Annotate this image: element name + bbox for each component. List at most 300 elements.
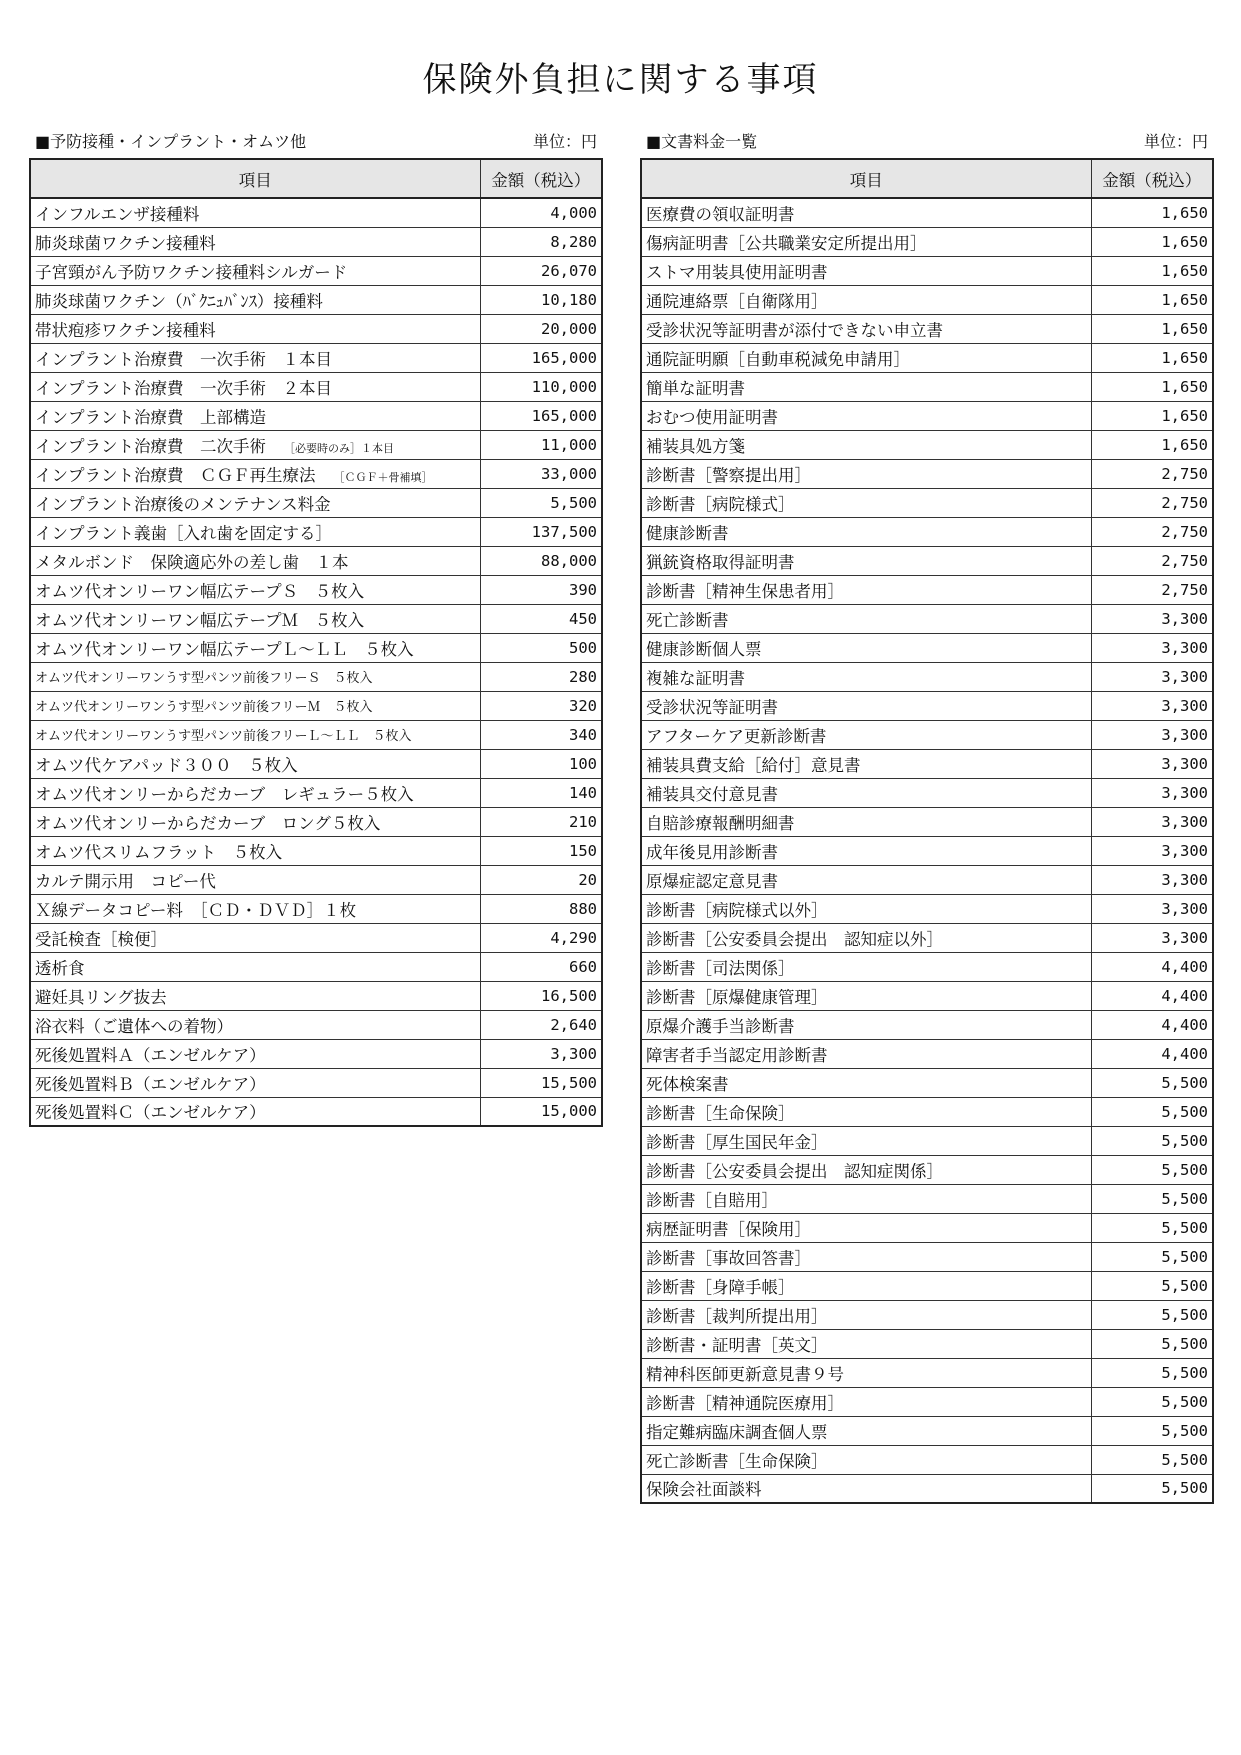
table-row (641, 1213, 1213, 1242)
item-cell (641, 198, 1091, 227)
item-cell (30, 952, 480, 981)
section-heading: ■予防接種・インプラント・オムツ他 (35, 132, 307, 151)
item-label: オムツ代オンリーワンうす型パンツ前後フリーＭ ５枚入 (35, 700, 373, 715)
price-cell: 2,750 (1091, 517, 1213, 546)
item-label: オムツ代オンリーからだカーブ レギュラー５枚入 (35, 784, 414, 804)
page-title: 保険外負担に関する事項 (422, 60, 819, 100)
price-cell: 660 (480, 952, 602, 981)
section-heading: ■文書料金一覧 (646, 132, 758, 151)
item-cell (641, 1068, 1091, 1097)
table-row (641, 865, 1213, 894)
table-row (641, 1300, 1213, 1329)
table-header-row (641, 159, 1213, 198)
table-row (30, 778, 602, 807)
price-cell: 4,400 (1091, 981, 1213, 1010)
item-label: 通院証明願［自動車税減免申請用］ (646, 349, 910, 369)
item-cell (30, 1068, 480, 1097)
item-label: 診断書［精神生保患者用］ (646, 581, 844, 601)
item-label: 傷病証明書［公共職業安定所提出用］ (646, 233, 927, 253)
price-cell: 1,650 (1091, 198, 1213, 227)
price-cell: 26,070 (480, 256, 602, 285)
table-row (641, 923, 1213, 952)
item-cell (30, 198, 480, 227)
item-cell (641, 923, 1091, 952)
item-cell (30, 1039, 480, 1068)
price-cell: 11,000 (480, 430, 602, 459)
price-cell: 2,750 (1091, 546, 1213, 575)
item-cell (30, 1010, 480, 1039)
table-row (30, 604, 602, 633)
item-cell (641, 604, 1091, 633)
item-label: 死亡診断書［生命保険］ (646, 1451, 828, 1471)
item-label: 原爆介護手当診断書 (646, 1016, 795, 1036)
price-table (640, 158, 1214, 1504)
item-cell (30, 401, 480, 430)
table-row (641, 488, 1213, 517)
price-cell: 390 (480, 575, 602, 604)
item-cell (30, 372, 480, 401)
price-cell: 210 (480, 807, 602, 836)
item-cell (641, 1039, 1091, 1068)
table-row (641, 894, 1213, 923)
item-cell (641, 778, 1091, 807)
price-cell: 2,750 (1091, 575, 1213, 604)
price-cell: 280 (480, 662, 602, 691)
table-row (30, 285, 602, 314)
price-cell: 137,500 (480, 517, 602, 546)
price-table (29, 158, 603, 1127)
table-row (641, 1474, 1213, 1503)
price-cell: 5,500 (1091, 1271, 1213, 1300)
item-label: 診断書［身障手帳］ (646, 1277, 795, 1297)
item-cell (30, 749, 480, 778)
price-cell: 5,500 (1091, 1126, 1213, 1155)
unit-label: 単位：円 (1143, 132, 1208, 151)
item-label: 浴衣料（ご遺体への着物） (35, 1016, 233, 1036)
table-row (30, 749, 602, 778)
column-header-price: 金額（税込） (1091, 159, 1213, 198)
vaccination-implant-diaper-section (29, 130, 603, 1127)
item-label: 病歴証明書［保険用］ (646, 1219, 811, 1239)
table-row (641, 1329, 1213, 1358)
item-note: ［ＣＧＦ＋骨補填］ (333, 470, 433, 484)
item-label: オムツ代オンリーワンうす型パンツ前後フリーＬ～ＬＬ ５枚入 (35, 729, 412, 744)
item-label: 診断書［病院様式］ (646, 494, 795, 514)
column-header-price: 金額（税込） (480, 159, 602, 198)
price-cell: 5,500 (1091, 1242, 1213, 1271)
unit-label: 単位：円 (532, 132, 597, 151)
item-cell (641, 807, 1091, 836)
table-row (641, 1068, 1213, 1097)
item-cell (641, 1242, 1091, 1271)
item-cell (641, 256, 1091, 285)
item-cell (641, 546, 1091, 575)
item-cell (641, 1416, 1091, 1445)
item-label: 診断書［原爆健康管理］ (646, 987, 828, 1007)
table-row (641, 256, 1213, 285)
item-label: 指定難病臨床調査個人票 (646, 1422, 828, 1442)
price-cell: 165,000 (480, 343, 602, 372)
price-cell: 3,300 (1091, 691, 1213, 720)
table-row (641, 401, 1213, 430)
item-label: 受診状況等証明書 (646, 697, 778, 717)
price-cell: 1,650 (1091, 256, 1213, 285)
table-row (641, 604, 1213, 633)
item-label: 健康診断書 (646, 523, 729, 543)
item-cell (30, 836, 480, 865)
price-cell: 4,400 (1091, 1010, 1213, 1039)
price-cell: 2,750 (1091, 459, 1213, 488)
price-cell: 5,500 (1091, 1416, 1213, 1445)
table-row (30, 546, 602, 575)
table-row (641, 1242, 1213, 1271)
table-row (641, 778, 1213, 807)
item-label: 診断書［精神通院医療用］ (646, 1393, 844, 1413)
table-row (641, 1010, 1213, 1039)
item-label: オムツ代ケアパッド３００ ５枚入 (35, 755, 298, 775)
price-cell: 4,400 (1091, 952, 1213, 981)
item-label: 子宮頸がん予防ワクチン接種料シルガード (35, 262, 348, 282)
price-cell: 5,500 (1091, 1068, 1213, 1097)
item-label: 診断書［自賠用］ (646, 1190, 778, 1210)
column-header-item: 項目 (30, 159, 480, 198)
item-cell (641, 1358, 1091, 1387)
item-cell (30, 459, 480, 488)
item-cell (30, 1097, 480, 1126)
item-cell (30, 807, 480, 836)
item-label: 診断書［司法関係］ (646, 958, 795, 978)
price-cell: 15,500 (480, 1068, 602, 1097)
item-label: 健康診断個人票 (646, 639, 762, 659)
item-label: 診断書［公安委員会提出 認知症以外］ (646, 929, 943, 949)
item-cell (30, 285, 480, 314)
item-cell (641, 981, 1091, 1010)
table-row (30, 575, 602, 604)
item-cell (641, 401, 1091, 430)
price-cell: 3,300 (1091, 662, 1213, 691)
item-label: 診断書［生命保険］ (646, 1103, 795, 1123)
table-row (30, 1068, 602, 1097)
table-row (641, 517, 1213, 546)
item-label: 診断書［公安委員会提出 認知症関係］ (646, 1161, 943, 1181)
item-cell (641, 343, 1091, 372)
price-cell: 3,300 (1091, 836, 1213, 865)
price-cell: 5,500 (1091, 1387, 1213, 1416)
item-cell (641, 1474, 1091, 1503)
price-cell: 5,500 (1091, 1445, 1213, 1474)
item-cell (641, 227, 1091, 256)
price-cell: 3,300 (1091, 807, 1213, 836)
item-note: ［必要時のみ］１本目 (284, 441, 394, 455)
item-cell (30, 981, 480, 1010)
price-cell: 5,500 (1091, 1358, 1213, 1387)
item-label: インプラント治療費 一次手術 ２本目 (35, 378, 332, 398)
item-cell (641, 1155, 1091, 1184)
table-row (641, 285, 1213, 314)
column-header-item: 項目 (641, 159, 1091, 198)
item-cell (30, 778, 480, 807)
table-row (641, 575, 1213, 604)
item-label: インプラント治療後のメンテナンス料金 (35, 494, 331, 514)
item-label: アフターケア更新診断書 (646, 726, 827, 746)
item-label: 障害者手当認定用診断書 (646, 1045, 828, 1065)
item-cell (641, 952, 1091, 981)
price-cell: 3,300 (1091, 749, 1213, 778)
table-row (641, 981, 1213, 1010)
table-row (30, 981, 602, 1010)
item-label: インプラント治療費 上部構造 (35, 407, 266, 427)
item-cell (641, 1010, 1091, 1039)
table-row (641, 749, 1213, 778)
price-cell: 15,000 (480, 1097, 602, 1126)
item-label: 補装具処方箋 (646, 436, 745, 456)
price-cell: 5,500 (1091, 1474, 1213, 1503)
item-cell (641, 372, 1091, 401)
item-label: オムツ代オンリーワン幅広テープＬ～ＬＬ ５枚入 (35, 639, 414, 659)
price-cell: 100 (480, 749, 602, 778)
price-cell: 20 (480, 865, 602, 894)
item-cell (30, 923, 480, 952)
item-label: 診断書［病院様式以外］ (646, 900, 828, 920)
item-cell (30, 546, 480, 575)
item-label: 肺炎球菌ワクチン（ﾊﾞｸﾆｭﾊﾞﾝｽ）接種料 (35, 291, 323, 311)
table-row (30, 198, 602, 227)
price-cell: 140 (480, 778, 602, 807)
item-label: ストマ用装具使用証明書 (646, 262, 828, 282)
table-row (30, 952, 602, 981)
table-row (30, 1039, 602, 1068)
price-cell: 150 (480, 836, 602, 865)
item-label: インプラント治療費 一次手術 １本目 (35, 349, 332, 369)
price-cell: 880 (480, 894, 602, 923)
item-cell (641, 691, 1091, 720)
table-row (30, 256, 602, 285)
item-label: 死後処置料Ｃ（エンゼルケア） (35, 1103, 266, 1123)
item-label: 診断書［警察提出用］ (646, 465, 811, 485)
item-cell (641, 720, 1091, 749)
item-cell (641, 894, 1091, 923)
item-label: Ｘ線データコピー料 ［ＣＤ・ＤＶＤ］１枚 (35, 900, 357, 920)
price-cell: 165,000 (480, 401, 602, 430)
item-cell (30, 343, 480, 372)
item-cell (30, 604, 480, 633)
item-label: 診断書・証明書［英文］ (646, 1335, 828, 1355)
price-cell: 8,280 (480, 227, 602, 256)
table-row (30, 633, 602, 662)
table-row (30, 372, 602, 401)
price-cell: 1,650 (1091, 285, 1213, 314)
item-label: 猟銃資格取得証明書 (646, 552, 795, 572)
price-cell: 5,500 (480, 488, 602, 517)
item-label: カルテ開示用 コピー代 (35, 871, 216, 891)
item-label: おむつ使用証明書 (646, 407, 778, 427)
item-label: 避妊具リング抜去 (35, 987, 167, 1007)
item-label: 自賠診療報酬明細書 (646, 813, 795, 833)
price-cell: 1,650 (1091, 314, 1213, 343)
item-cell (641, 633, 1091, 662)
item-cell (30, 894, 480, 923)
document-fee-section (640, 130, 1214, 1504)
item-cell (30, 691, 480, 720)
price-cell: 3,300 (1091, 604, 1213, 633)
item-label: メタルボンド 保険適応外の差し歯 １本 (35, 552, 349, 572)
price-cell: 10,180 (480, 285, 602, 314)
item-label: インプラント治療費 二次手術 (35, 436, 266, 456)
item-cell (641, 488, 1091, 517)
price-cell: 3,300 (1091, 923, 1213, 952)
item-label: オムツ代スリムフラット ５枚入 (35, 842, 283, 862)
table-row (641, 807, 1213, 836)
item-label: 通院連絡票［自衛隊用］ (646, 291, 828, 311)
table-row (30, 1097, 602, 1126)
item-cell (641, 1097, 1091, 1126)
price-cell: 1,650 (1091, 343, 1213, 372)
item-label: 死後処置料Ｂ（エンゼルケア） (35, 1074, 266, 1094)
item-cell (641, 517, 1091, 546)
item-label: 透析食 (35, 958, 85, 978)
table-row (30, 865, 602, 894)
price-cell: 3,300 (480, 1039, 602, 1068)
table-row (30, 691, 602, 720)
price-cell: 320 (480, 691, 602, 720)
price-cell: 2,640 (480, 1010, 602, 1039)
item-cell (641, 1300, 1091, 1329)
item-cell (641, 1126, 1091, 1155)
item-cell (30, 575, 480, 604)
price-cell: 5,500 (1091, 1329, 1213, 1358)
item-label: 成年後見用診断書 (646, 842, 778, 862)
table-row (30, 894, 602, 923)
price-cell: 88,000 (480, 546, 602, 575)
item-cell (641, 662, 1091, 691)
table-row (30, 314, 602, 343)
table-row (641, 633, 1213, 662)
item-label: 診断書［厚生国民年金］ (646, 1132, 828, 1152)
price-cell: 3,300 (1091, 865, 1213, 894)
item-cell (30, 517, 480, 546)
table-row (30, 459, 602, 488)
table-row (30, 923, 602, 952)
table-row (641, 1097, 1213, 1126)
item-cell (30, 430, 480, 459)
price-cell: 500 (480, 633, 602, 662)
price-cell: 450 (480, 604, 602, 633)
section-caption (640, 130, 1214, 158)
price-cell: 5,500 (1091, 1184, 1213, 1213)
item-cell (30, 314, 480, 343)
item-label: 帯状疱疹ワクチン接種料 (35, 320, 216, 340)
table-row (641, 546, 1213, 575)
table-row (30, 807, 602, 836)
table-row (641, 227, 1213, 256)
item-cell (641, 285, 1091, 314)
table-row (641, 720, 1213, 749)
price-cell: 5,500 (1091, 1213, 1213, 1242)
item-cell (30, 488, 480, 517)
item-label: 受診状況等証明書が添付できない申立書 (646, 320, 943, 340)
price-cell: 1,650 (1091, 401, 1213, 430)
price-cell: 5,500 (1091, 1155, 1213, 1184)
price-cell: 340 (480, 720, 602, 749)
table-row (641, 1358, 1213, 1387)
item-label: 診断書［裁判所提出用］ (646, 1306, 828, 1326)
item-cell (641, 836, 1091, 865)
table-row (30, 488, 602, 517)
item-cell (641, 1387, 1091, 1416)
table-row (641, 314, 1213, 343)
item-label: 死後処置料Ａ（エンゼルケア） (35, 1045, 266, 1065)
item-cell (641, 1445, 1091, 1474)
table-row (30, 517, 602, 546)
item-label: 複雑な証明書 (646, 668, 745, 688)
table-row (641, 691, 1213, 720)
price-cell: 4,290 (480, 923, 602, 952)
table-row (641, 1126, 1213, 1155)
item-cell (641, 1213, 1091, 1242)
table-row (30, 836, 602, 865)
price-cell: 3,300 (1091, 720, 1213, 749)
table-row (641, 343, 1213, 372)
table-row (641, 662, 1213, 691)
item-label: インプラント治療費 ＣＧＦ再生療法 (35, 465, 316, 485)
item-label: 補装具費支給［給付］意見書 (646, 755, 861, 775)
item-label: 簡単な証明書 (646, 378, 745, 398)
item-cell (641, 459, 1091, 488)
table-row (30, 401, 602, 430)
price-cell: 5,500 (1091, 1097, 1213, 1126)
price-cell: 20,000 (480, 314, 602, 343)
price-cell: 4,000 (480, 198, 602, 227)
table-row (641, 430, 1213, 459)
price-cell: 16,500 (480, 981, 602, 1010)
item-cell (30, 227, 480, 256)
item-cell (30, 256, 480, 285)
item-cell (641, 1184, 1091, 1213)
table-row (641, 836, 1213, 865)
table-row (641, 1445, 1213, 1474)
table-row (30, 662, 602, 691)
item-label: オムツ代オンリーワン幅広テープＭ ５枚入 (35, 610, 365, 630)
item-label: 診断書［事故回答書］ (646, 1248, 811, 1268)
item-cell (30, 720, 480, 749)
table-row (641, 952, 1213, 981)
price-cell: 3,300 (1091, 778, 1213, 807)
item-label: 精神科医師更新意見書９号 (646, 1364, 844, 1384)
item-cell (641, 430, 1091, 459)
price-cell: 1,650 (1091, 372, 1213, 401)
price-cell: 3,300 (1091, 633, 1213, 662)
table-row (30, 227, 602, 256)
item-label: インフルエンザ接種料 (35, 204, 200, 224)
item-label: オムツ代オンリーワン幅広テープＳ ５枚入 (35, 581, 365, 601)
item-label: 肺炎球菌ワクチン接種料 (35, 233, 216, 253)
item-label: 死亡診断書 (646, 610, 729, 630)
item-cell (30, 633, 480, 662)
table-row (641, 459, 1213, 488)
item-label: オムツ代オンリーからだカーブ ロング５枚入 (35, 813, 381, 833)
table-row (641, 1155, 1213, 1184)
table-row (30, 1010, 602, 1039)
table-header-row (30, 159, 602, 198)
item-label: 医療費の領収証明書 (646, 204, 795, 224)
price-cell: 1,650 (1091, 430, 1213, 459)
item-cell (641, 1271, 1091, 1300)
table-row (641, 1271, 1213, 1300)
table-row (30, 720, 602, 749)
item-cell (641, 314, 1091, 343)
price-cell: 1,650 (1091, 227, 1213, 256)
price-cell: 110,000 (480, 372, 602, 401)
